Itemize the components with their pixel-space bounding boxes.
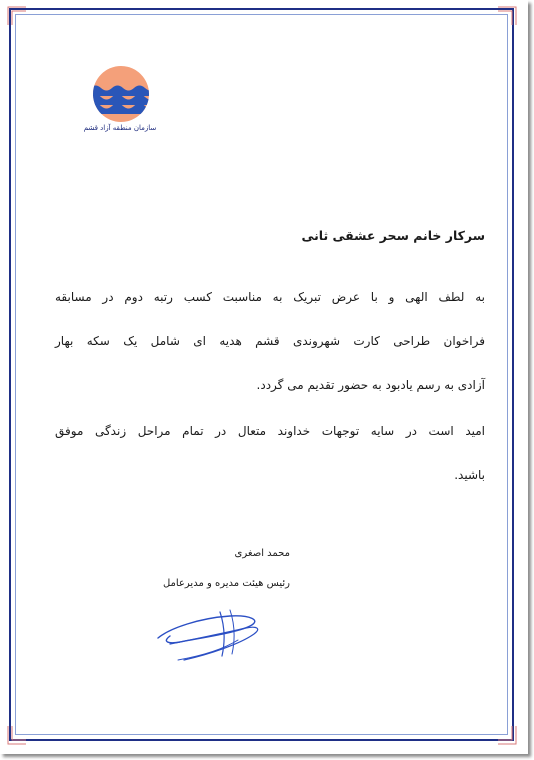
corner-ornament-top-left (6, 5, 28, 27)
signatory-title: رئیس هیئت مدیره و مدیرعامل (162, 578, 290, 589)
body-line: باشید. (454, 468, 485, 482)
body-line: آزادی به رسم یادبود به حضور تقدیم می گردد. (256, 378, 485, 392)
corner-ornament-bottom-right (496, 724, 518, 746)
body-line: فراخوان طراحی کارت شهروندی قشم هدیه ای شامل یک سکه بهار (55, 334, 485, 348)
corner-ornament-top-right (496, 5, 518, 27)
salutation: سرکار خانم سحر عشقی ثانی (301, 228, 485, 243)
body-line: به لطف الهی و با عرض تبریک به مناسبت کسب رتبه دوم در مسابقه (55, 290, 485, 304)
corner-ornament-bottom-left (6, 724, 28, 746)
organization-name: سازمان منطقه آزاد قشم (83, 124, 157, 132)
body-line: امید است در سایه توجهات خداوند متعال در تمام مراحل زندگی موفق (55, 424, 485, 438)
signatory-name: محمد اصغری (234, 548, 290, 559)
handwritten-signature (150, 598, 270, 668)
